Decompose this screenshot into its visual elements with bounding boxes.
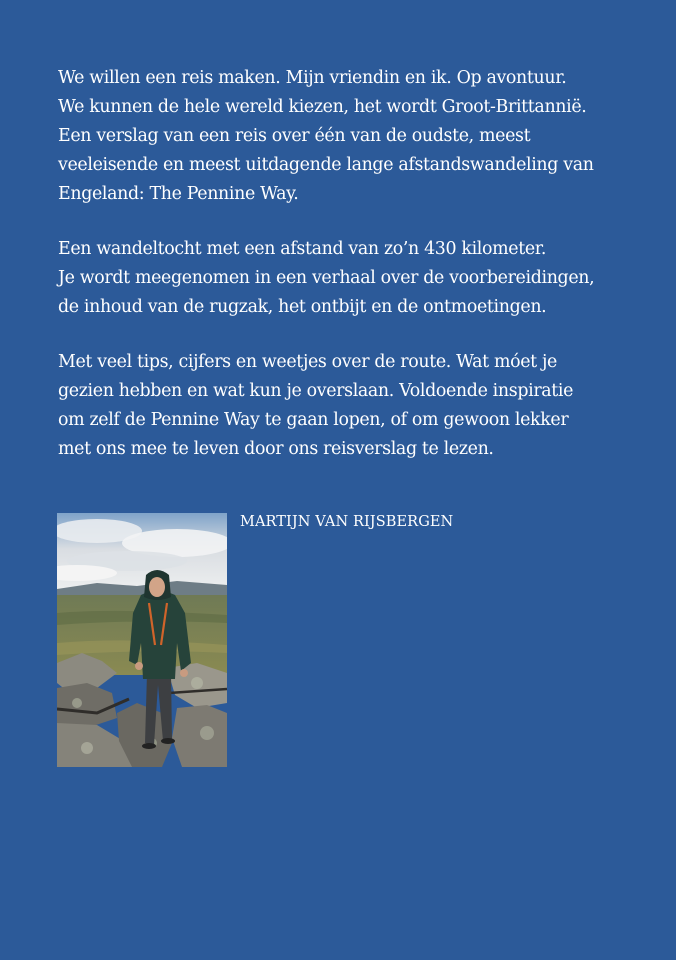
blurb-line: Engeland: The Pennine Way. [58, 184, 299, 204]
blurb-line: met ons mee te leven door ons reisverslag te lezen. [58, 439, 494, 459]
blurb-text [58, 64, 638, 490]
blurb-line: Een verslag van een reis over één van de oudste, meest [58, 126, 531, 146]
blurb-line: Een wandeltocht met een afstand van zo’n 430 kilometer. [58, 239, 547, 259]
blurb-line: We willen een reis maken. Mijn vriendin en ik. Op avontuur. [58, 68, 567, 88]
blurb-line: de inhoud van de rugzak, het ontbijt en de ontmoetingen. [58, 297, 547, 317]
blurb-line: We kunnen de hele wereld kiezen, het wordt Groot-Brittannië. [58, 97, 587, 117]
blurb-line: om zelf de Pennine Way te gaan lopen, of om gewoon lekker [58, 410, 569, 430]
blurb-paragraph-1 [58, 64, 638, 209]
blurb-paragraph-3 [58, 348, 638, 464]
blurb-line: gezien hebben en wat kun je overslaan. Voldoende inspiratie [58, 381, 574, 401]
blurb-line: Je wordt meegenomen in een verhaal over de voorbereidingen, [58, 268, 595, 288]
author-photo-illustration [57, 513, 227, 767]
author-name: MARTIJN VAN RIJSBERGEN [240, 514, 454, 530]
blurb-line: veeleisende en meest uitdagende lange afstandswandeling van [58, 155, 594, 175]
author-photo [57, 513, 227, 767]
blurb-paragraph-2 [58, 235, 638, 322]
blurb-line: Met veel tips, cijfers en weetjes over de route. Wat móet je [58, 352, 557, 372]
